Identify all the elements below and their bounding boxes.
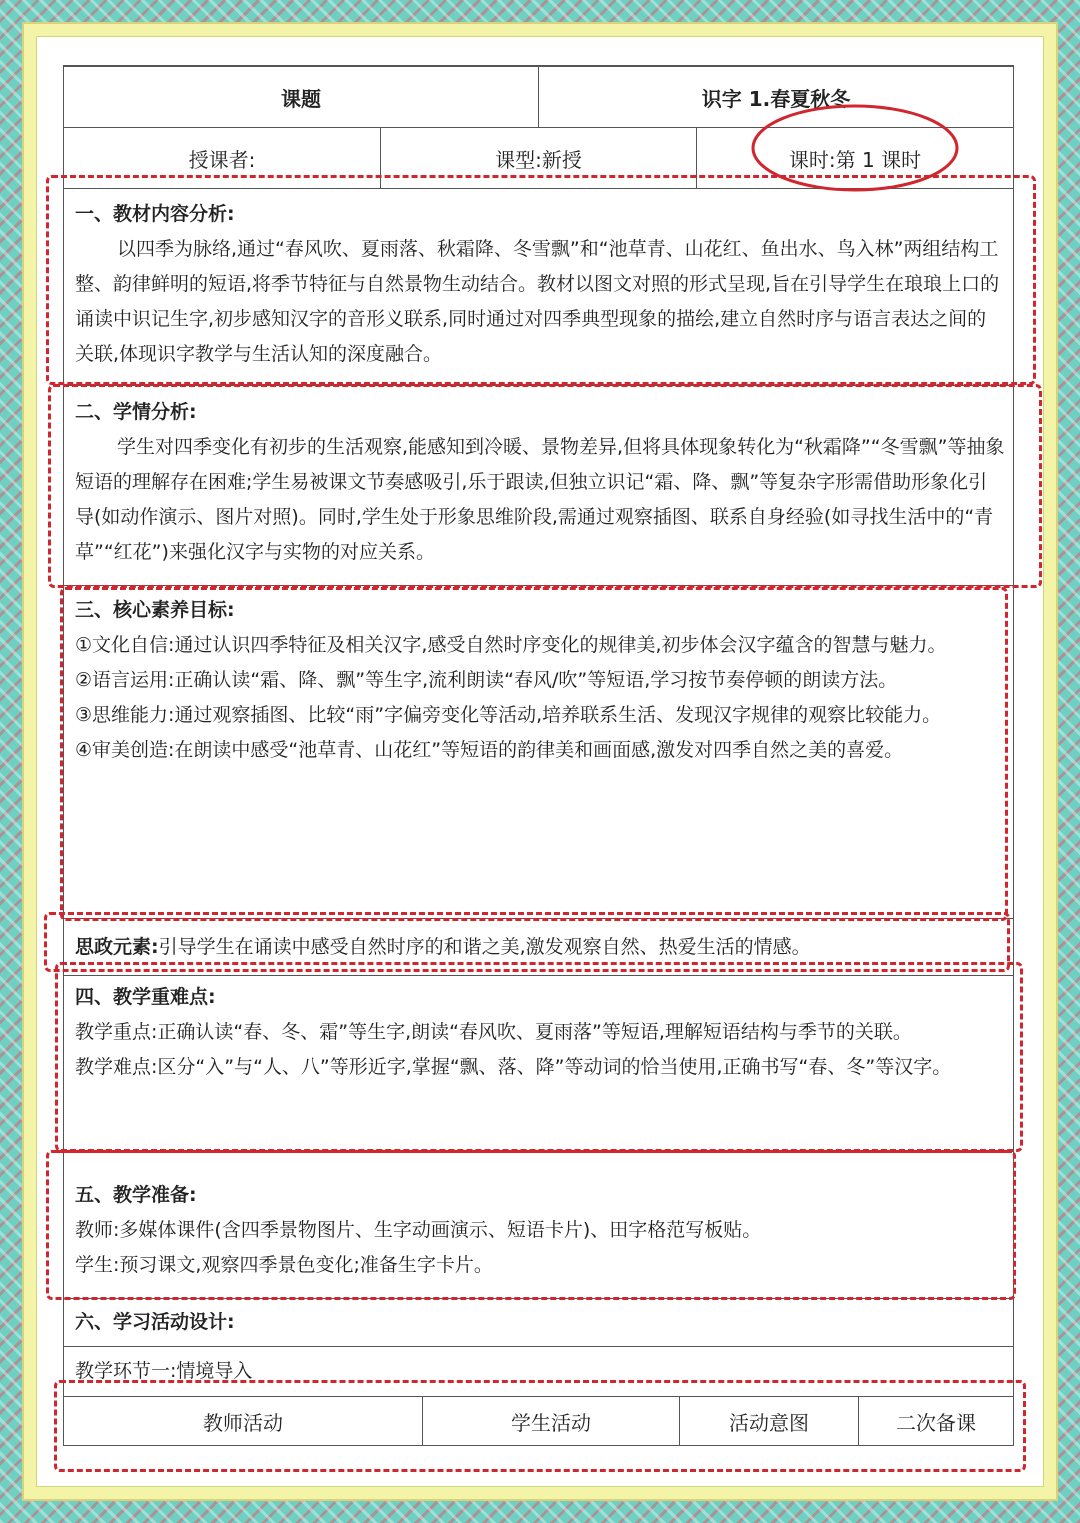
- annotation-box: [60, 587, 1008, 921]
- ideology-label: 思政元素:: [75, 936, 159, 958]
- col-teacher-activity: 教师活动: [203, 1410, 283, 1435]
- key-point: 教学重点:正确认读“春、冬、霜”等生字,朗读“春风吹、夏雨落”等短语,理解短语结构与季节的关联。: [75, 1021, 912, 1043]
- lesson-period: 课时:第 1 课时: [788, 147, 922, 172]
- topic-value: 识字 1.春夏秋冬: [701, 86, 851, 111]
- goal-item: ③思维能力:通过观察插图、比较“雨”字偏旁变化等活动,培养联系生活、发现汉字规律的观察比较能力。: [75, 704, 942, 726]
- goal-item: ①文化自信:通过认识四季特征及相关汉字,感受自然时序变化的规律美,初步体会汉字蕴含的智慧与魅力。: [75, 634, 947, 656]
- section-body: 以四季为脉络,通过“春风吹、夏雨落、秋霜降、冬雪飘”和“池草青、山花红、鱼出水、鸟入林”两组结构工整、韵律鲜明的短语,将季节特征与自然景物生动结合。教材以图文对照的形式呈现,旨在引导学生在琅琅上口的诵读中识记生字,初步感知汉字的音形义联系,同时通过对四季典型现象的描绘,建立自然时序与语言表达之间的关联,体现识字教学与生活认知的深度融合。: [75, 238, 1000, 365]
- student-prep: 学生:预习课文,观察四季景色变化;准备生字卡片。: [75, 1254, 493, 1276]
- annotation-box: [54, 1380, 1026, 1472]
- section-body: 学生对四季变化有初步的生活观察,能感知到冷暖、景物差异,但将具体现象转化为“秋霜降”“冬雪飘”等抽象短语的理解存在困难;学生易被课文节奏感吸引,乐于跟读,但独立识记“霜、降、飘”等复杂字形需借助形象化引导(如动作演示、图片对照)。同时,学生处于形象思维阶段,需通过观察插图、联系自身经验(如寻找生活中的“青草”“红花”)来强化汉字与实物的对应关系。: [75, 436, 1005, 563]
- ideology-text: 引导学生在诵读中感受自然时序的和谐之美,激发观察自然、热爱生活的情感。: [158, 936, 811, 958]
- col-second-prep: 二次备课: [896, 1410, 976, 1435]
- annotation-box: [55, 962, 1023, 1152]
- teacher-prep: 教师:多媒体课件(含四季景物图片、生字动画演示、短语卡片)、田字格范写板贴。: [75, 1219, 762, 1241]
- topic-label: 课题: [281, 86, 321, 111]
- section-title: 二、学情分析:: [75, 401, 197, 423]
- annotation-box: [48, 384, 1042, 588]
- teacher-label: 授课者:: [188, 147, 256, 172]
- goal-item: ④审美创造:在朗读中感受“池草青、山花红”等短语的韵律美和画面感,激发对四季自然之美的喜爱。: [75, 739, 904, 761]
- section-title: 三、核心素养目标:: [75, 599, 235, 621]
- difficulty-point: 教学难点:区分“入”与“人、八”等形近字,掌握“飘、落、降”等动词的恰当使用,正确书写“春、冬”等汉字。: [75, 1056, 952, 1078]
- section-activity-design-title: 六、学习活动设计:: [75, 1311, 235, 1333]
- section-title: 五、教学准备:: [75, 1184, 197, 1206]
- col-activity-intent: 活动意图: [729, 1410, 809, 1435]
- teaching-step: 教学环节一:情境导入: [75, 1360, 253, 1382]
- section-title: 一、教材内容分析:: [75, 203, 235, 225]
- col-student-activity: 学生活动: [511, 1410, 591, 1435]
- goal-item: ②语言运用:正确认读“霜、降、飘”等生字,流利朗读“春风/吹”等短语,学习按节奏停顿的朗读方法。: [75, 669, 898, 691]
- table-line: [63, 1346, 1014, 1347]
- annotation-box: [46, 1150, 1016, 1300]
- lesson-type: 课型:新授: [495, 147, 582, 172]
- annotation-box: [46, 175, 1036, 385]
- section-title: 四、教学重难点:: [75, 986, 216, 1008]
